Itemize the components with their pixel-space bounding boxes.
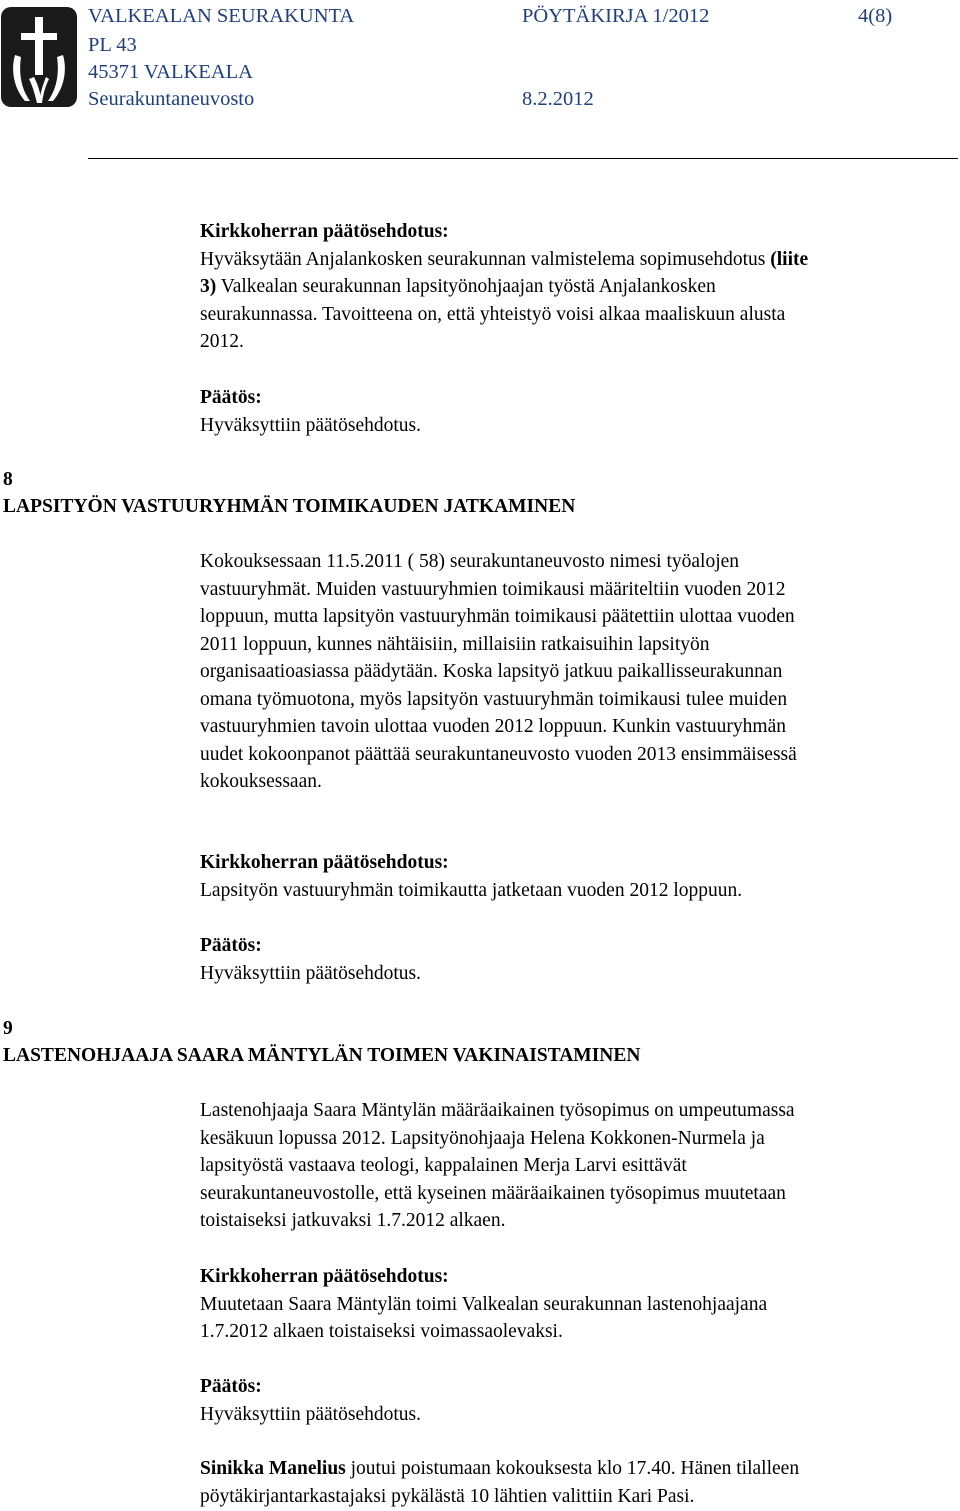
body-line: Lastenohjaaja Saara Mäntylän määräaikainen työsopimus on umpeutumassa <box>200 1100 795 1121</box>
section-8-number: 8 <box>3 469 13 490</box>
section-8-title: LAPSITYÖN VASTUURYHMÄN TOIMIKAUDEN JATKAMINEN <box>3 496 576 517</box>
proposal-text: Lapsityön vastuuryhmän toimikautta jatketaan vuoden 2012 loppuun. <box>200 879 743 901</box>
section-9-number: 9 <box>3 1018 13 1039</box>
note-line: pöytäkirjantarkastajaksi pykälästä 10 lähtien valittiin Kari Pasi. <box>200 1485 695 1507</box>
intro-line: seurakunnassa. Tavoitteena on, että yhteistyö voisi alkaa maaliskuun alusta <box>200 303 786 325</box>
note-line: joutui poistumaan kokouksesta klo 17.40. Hänen tilalleen <box>345 1458 800 1479</box>
section-9-title: LASTENOHJAAJA SAARA MÄNTYLÄN TOIMEN VAKINAISTAMINEN <box>3 1045 641 1066</box>
proposal-line: Muutetaan Saara Mäntylän toimi Valkealan seurakunnan lastenohjaajana <box>200 1293 768 1315</box>
attachment-ref: (liite <box>770 248 809 270</box>
member-name: Sinikka Manelius <box>200 1458 346 1479</box>
body-line: seurakuntaneuvostolle, että kyseinen määräaikainen työsopimus muutetaan <box>200 1182 786 1204</box>
body-line: vastuuryhmät. Muiden vastuuryhmien toimikausi määriteltiin vuoden 2012 <box>200 578 786 600</box>
header-address-line1: PL 43 <box>88 34 137 56</box>
section-8-proposal <box>200 849 940 904</box>
decision-label: Päätös: <box>200 1376 262 1397</box>
decision-text: Hyväksyttiin päätösehdotus. <box>200 1403 421 1425</box>
proposal-label: Kirkkoherran päätösehdotus: <box>200 221 449 242</box>
body-line: loppuun, mutta lapsityön vastuuryhmän toimikausi päätettiin ulottaa vuoden <box>200 606 795 627</box>
body-line: toistaiseksi jatkuvaksi 1.7.2012 alkaen. <box>200 1210 506 1231</box>
intro-block <box>200 218 940 356</box>
decision-text: Hyväksyttiin päätösehdotus. <box>200 962 421 984</box>
intro-line: 2012. <box>200 331 244 352</box>
body-line: 2011 loppuun, kunnes nähtäisiin, millaisiin ratkaisuihin lapsityön <box>200 633 710 655</box>
header-address-line2: 45371 VALKEALA <box>88 61 253 83</box>
body-line: omana työmuotona, myös lapsityön vastuuryhmän toimikausi tulee muiden <box>200 688 788 710</box>
header-body-name: Seurakuntaneuvosto <box>88 88 255 110</box>
parish-logo-icon <box>1 7 77 107</box>
proposal-line: 1.7.2012 alkaen toistaiseksi voimassaolevaksi. <box>200 1321 563 1342</box>
decision-label: Päätös: <box>200 935 262 956</box>
intro-text <box>200 246 940 356</box>
header-doc-type: PÖYTÄKIRJA 1/2012 <box>522 5 710 27</box>
body-line: vastuuryhmien tavoin ulottaa vuoden 2012 loppuun. Kunkin vastuuryhmän <box>200 716 786 737</box>
proposal-label: Kirkkoherran päätösehdotus: <box>200 852 449 873</box>
body-line: uudet kokoonpanot päättää seurakuntaneuvosto vuoden 2013 ensimmäisessä <box>200 743 797 765</box>
body-line: Kokouksessaan 11.5.2011 ( 58) seurakuntaneuvosto nimesi työalojen <box>200 551 740 572</box>
body-line: kokouksessaan. <box>200 771 322 792</box>
section-9-decision <box>200 1373 940 1428</box>
section-9-proposal <box>200 1263 940 1346</box>
body-line: kesäkuun lopussa 2012. Lapsityönohjaaja Helena Kokkonen-Nurmela ja <box>200 1127 765 1149</box>
body-line: lapsityöstä vastaava teologi, kappalainen Merja Larvi esittävät <box>200 1155 687 1176</box>
header-page-number: 4(8) <box>858 5 893 27</box>
body-line: organisaatioasiassa päädytään. Koska lapsityö jatkuu paikallisseurakunnan <box>200 661 783 682</box>
intro-decision <box>200 384 940 439</box>
decision-text: Hyväksyttiin päätösehdotus. <box>200 414 421 436</box>
decision-label: Päätös: <box>200 387 262 408</box>
attachment-number: 3) <box>200 276 217 297</box>
intro-line: Valkealan seurakunnan lapsityönohjaajan työstä Anjalankosken <box>216 276 716 297</box>
section-8-body <box>200 548 940 796</box>
intro-line: Hyväksytään Anjalankosken seurakunnan valmistelema sopimusehdotus <box>200 248 771 270</box>
header-date: 8.2.2012 <box>522 88 594 110</box>
section-9-body <box>200 1097 940 1235</box>
header-divider <box>88 158 958 159</box>
proposal-label: Kirkkoherran päätösehdotus: <box>200 1266 449 1287</box>
header-org: VALKEALAN SEURAKUNTA <box>88 5 355 27</box>
section-8-decision <box>200 932 940 987</box>
absence-note <box>200 1455 940 1510</box>
